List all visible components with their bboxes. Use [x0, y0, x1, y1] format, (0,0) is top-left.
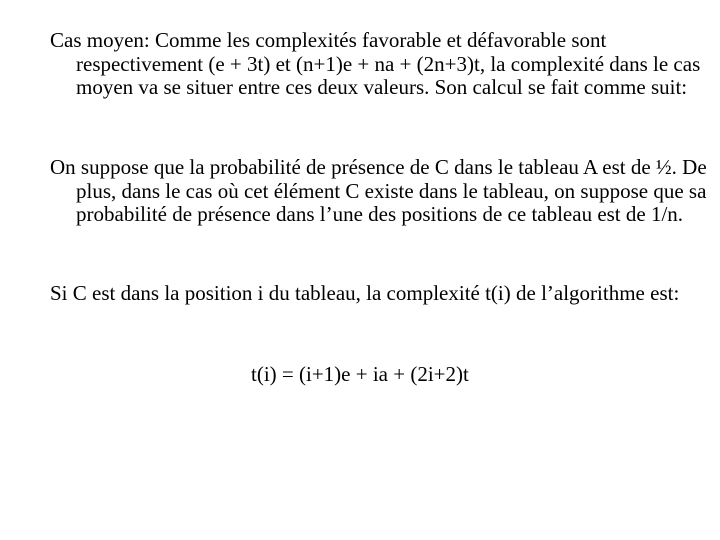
paragraph-average-case — [50, 29, 716, 100]
paragraph-position-complexity: Si C est dans la position i du tableau, la complexité t(i) de l’algorithme est: — [50, 281, 680, 305]
paragraph-body: : Comme les complexités favorable et défavorable sont respectivement (e + 3t) et (n+1)e + na + (2n+3)t, la complexité dans le cas moyen va se situer entre ces deux valeurs. Son calcul se fait comme suit: — [76, 28, 701, 99]
paragraph-lead-term: Cas moyen — [50, 28, 144, 52]
formula: t(i) = (i+1)e + ia + (2i+2)t — [251, 362, 469, 386]
paragraph-probability: On suppose que la probabilité de présence de C dans le tableau A est de ½. De plus, dans le cas où cet élément C existe dans le tableau, on suppose que sa probabilité de présence dans l’une des positions de ce tableau est de 1/n. — [50, 155, 707, 226]
